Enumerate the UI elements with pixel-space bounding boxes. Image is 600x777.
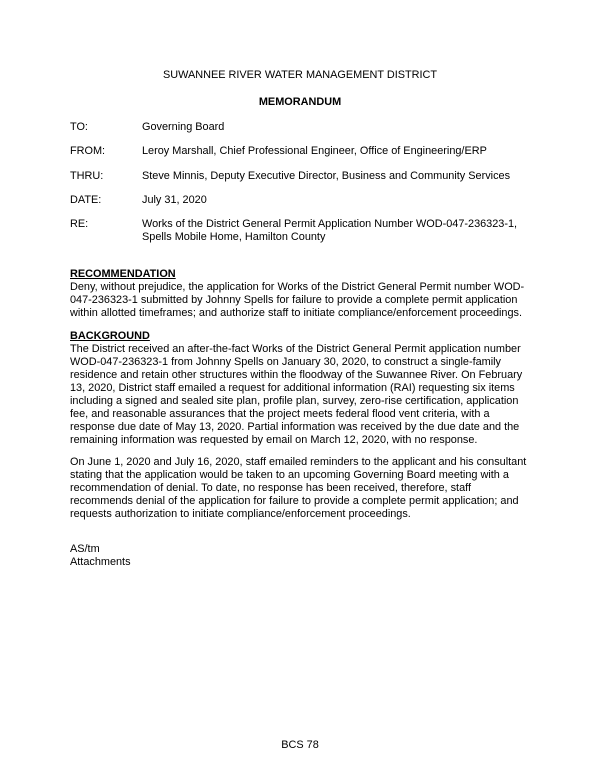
thru-value: Steve Minnis, Deputy Executive Director, Business and Community Services xyxy=(142,170,511,182)
background-section xyxy=(70,330,540,447)
background-line: including a signed and sealed site plan, profile plan, survey, zero-rise certification, application xyxy=(70,395,519,407)
background-line: requests authorization to initiate compliance/enforcement proceedings. xyxy=(70,508,411,520)
background-paragraph-2 xyxy=(70,456,540,521)
background-line: WOD-047-236323-1 from Johnny Spells on January 30, 2020, to construct a single-family xyxy=(70,356,502,368)
background-line: 13, 2020, District staff emailed a request for additional information (RAI) requesting six items xyxy=(70,382,515,394)
re-line: Spells Mobile Home, Hamilton County xyxy=(142,231,326,243)
background-line: recommends denial of the application for failure to provide a complete permit application; and xyxy=(70,495,519,507)
recommendation-line: 047-236323-1 submitted by Johnny Spells for failure to provide a complete permit application xyxy=(70,294,518,306)
recommendation-line: within allotted timeframes; and authorize staff to initiate compliance/enforcement proceedings. xyxy=(70,307,523,319)
to-value: Governing Board xyxy=(142,121,225,133)
background-heading: BACKGROUND xyxy=(70,330,150,342)
closing-block xyxy=(70,543,131,569)
background-line: On June 1, 2020 and July 16, 2020, staff emailed reminders to the applicant and his consultant xyxy=(70,456,527,468)
attachments-note: Attachments xyxy=(70,556,131,568)
background-line: remaining information was requested by email on March 12, 2020, with no response. xyxy=(70,434,478,446)
background-line: recommendation of denial. To date, no response has been received, therefore, staff xyxy=(70,482,471,494)
re-line: Works of the District General Permit Application Number WOD-047-236323-1, xyxy=(142,218,518,230)
date-value: July 31, 2020 xyxy=(142,194,207,206)
recommendation-heading: RECOMMENDATION xyxy=(70,268,176,280)
background-line: fee, and reasonable assurances that the project meets federal flood vent criteria, with a xyxy=(70,408,490,420)
background-line: residence and retain other structures within the floodway of the Suwannee River. On February xyxy=(70,369,523,381)
background-line: The District received an after-the-fact Works of the District General Permit application number xyxy=(70,343,521,355)
date-label: DATE: xyxy=(70,194,102,206)
author-initials: AS/tm xyxy=(70,543,100,555)
recommendation-line: Deny, without prejudice, the application for Works of the District General Permit number WOD- xyxy=(70,281,525,293)
re-label: RE: xyxy=(70,218,89,230)
recommendation-section xyxy=(70,268,540,320)
page-footer: BCS 78 xyxy=(281,739,319,751)
from-label: FROM: xyxy=(70,145,106,157)
background-line: response due date of May 13, 2020. Partial information was received by the due date and the xyxy=(70,421,520,433)
recommendation-text xyxy=(70,281,540,320)
background-paragraph-1 xyxy=(70,343,540,447)
memo-title: MEMORANDUM xyxy=(258,96,342,108)
from-value: Leroy Marshall, Chief Professional Engineer, Office of Engineering/ERP xyxy=(142,145,487,157)
background-line: stating that the application would be taken to an upcoming Governing Board meeting with a xyxy=(70,469,509,481)
re-value xyxy=(142,218,542,244)
thru-label: THRU: xyxy=(70,170,104,182)
organization-name: SUWANNEE RIVER WATER MANAGEMENT DISTRICT xyxy=(162,69,438,81)
to-label: TO: xyxy=(70,121,88,133)
